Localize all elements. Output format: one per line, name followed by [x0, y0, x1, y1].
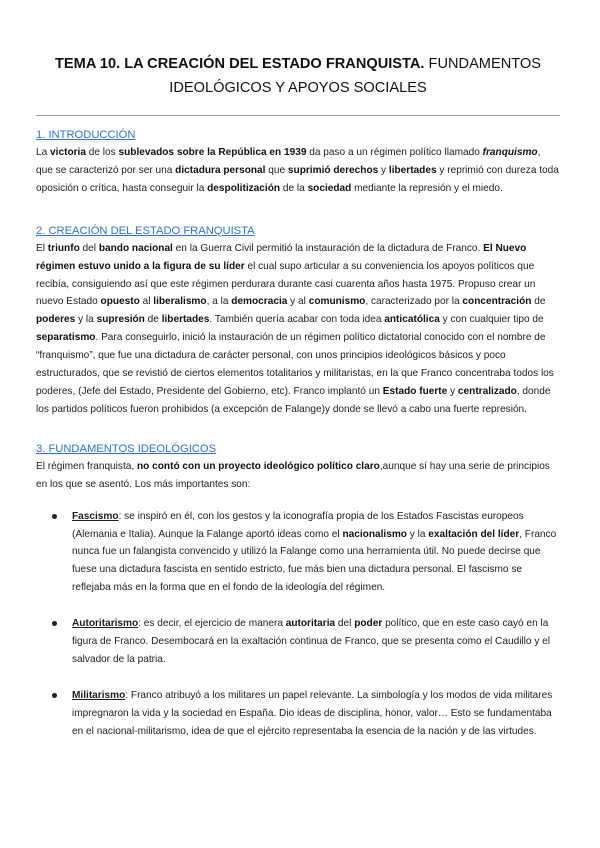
- list-item-term: Fascismo: [72, 510, 119, 522]
- section-paragraph: El triunfo del bando nacional en la Guerra Civil permitió la instauración de la dictadura de Franco. El Nuevo régimen estuvo unido a la figura de su líder el cual supo articular a su conveniencia los apoyos políticos que recibía, consiguiendo así que este régimen perdurara durante casi cuarenta años hasta 1975. Propuso crear un nuevo Estado opuesto al liberalismo, a la democracia y al comunismo, caracterizado por la concentración de poderes y la supresión de libertades. También quería acabar con toda idea anticatólica y con cualquier tipo de separatismo. Para conseguirlo, inició la instauración de un régimen político dictatorial conocido con el nombre de “franquismo”, que fue una dictadura de carácter personal, con unos principios ideológicos básicos y poco estructurados, que se revistió de ciertos elementos totalitarios y militaristas, en la que Franco concentraba todos los poderes, (Jefe del Estado, Presidente del Gobierno, etc). Franco implantó un Estado fuerte y centralizado, donde los partidos políticos fueron prohibidos (a excepción de Falange)y donde se llevó a cabo una fuerte represión.: [36, 242, 554, 415]
- section-heading: 2. CREACIÓN DEL ESTADO FRANQUISTA: [36, 224, 255, 237]
- section-fundamentos: [36, 442, 560, 741]
- title-rest: FUNDAMENTOS: [428, 56, 541, 72]
- section-introduccion: [36, 128, 560, 198]
- section-heading: 3. FUNDAMENTOS IDEOLÓGICOS: [36, 442, 217, 455]
- list-item: Militarismo: Franco atribuyó a los militares un papel relevante. La simbología y los modos de vida militares impregnaron la vida y la sociedad en España. Dio ideas de disciplina, honor, valor… Esto se fundamentaba en el nacional-militarismo, idea de que el ejército representaba la esencia de la nación y de las virtudes.: [36, 687, 560, 741]
- principles-list: [36, 508, 560, 741]
- title-bold: TEMA 10. LA CREACIÓN DEL ESTADO FRANQUISTA.: [55, 56, 425, 72]
- document-title: [36, 0, 560, 100]
- bullet-icon: [52, 621, 57, 626]
- title-line2: IDEOLÓGICOS Y APOYOS SOCIALES: [169, 80, 427, 96]
- bullet-icon: [52, 693, 57, 698]
- list-item-term: Autoritarismo: [72, 618, 139, 630]
- section-paragraph: El régimen franquista, no contó con un proyecto ideológico político claro,aunque sí hay una serie de principios en los que se asentó. Los más importantes son:: [36, 460, 550, 490]
- list-item-term: Militarismo: [72, 689, 126, 701]
- section-heading: 1. INTRODUCCIÓN: [36, 129, 136, 141]
- bullet-icon: [52, 514, 57, 519]
- section-creacion-estado: [36, 224, 560, 419]
- title-divider: [36, 115, 560, 116]
- list-item: Autoritarismo: es decir, el ejercicio de manera autoritaria del poder político, que en este caso cayó en la figura de Franco. Desembocará en la exaltación continua de Franco, que se presenta como el Caudillo y el salvador de la patria.: [36, 615, 560, 669]
- section-paragraph: La victoria de los sublevados sobre la República en 1939 da paso a un régimen político llamado franquismo, que se caracterizó por ser una dictadura personal que suprimió derechos y libertades y reprimió con dureza toda oposición o crítica, hasta conseguir la despolitización de la sociedad mediante la represión y el miedo.: [36, 147, 559, 194]
- list-item: Fascismo: se inspiró en él, con los gestos y la iconografía propia de los Estados Fascistas europeos (Alemania e Italia). Aunque la Falange aportó ideas como el nacionalismo y la exaltación del líder, Franco nunca fue un falangista convencido y utilizó la Falange como una herramienta útil. No puede decirse que fuese una dictadura fascista en sentido estricto, fue más bien una dictadura personal. El fascismo se reflejaba más en la forma que en el fondo de la ideología del régimen.: [36, 508, 560, 598]
